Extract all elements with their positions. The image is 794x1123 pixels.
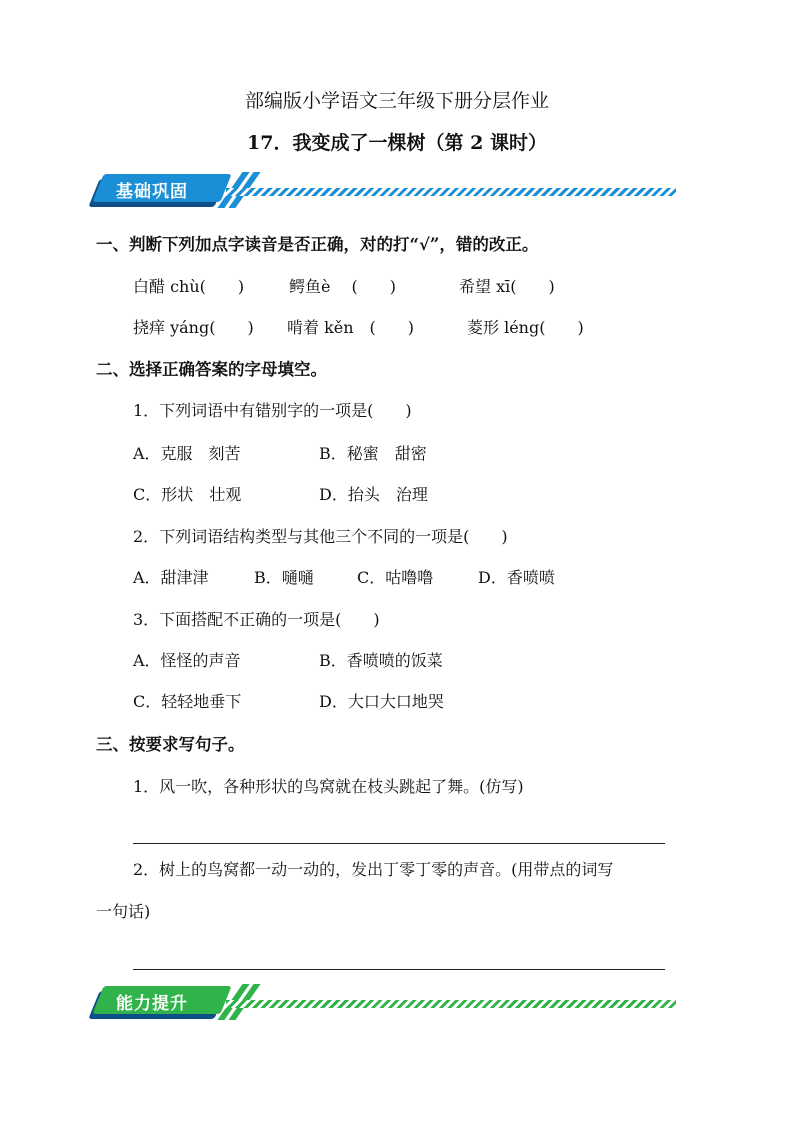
q2-option: B．香喷喷的饭菜 (319, 651, 443, 670)
q1-item: 挠痒 yáng( ) (133, 318, 254, 337)
q3-item: 1．风一吹，各种形状的鸟窝就在枝头跳起了舞。(仿写) (133, 777, 524, 796)
banner-stripe (226, 1000, 676, 1008)
q3-item: 2．树上的鸟窝都一动一动的，发出丁零丁零的声音。(用带点的词写 (133, 860, 614, 879)
q2-option: C．形状 壮观 (133, 485, 242, 504)
section-banner-advanced (94, 982, 680, 1022)
q2-option: A．怪怪的声音 (133, 651, 241, 670)
q2-option: D．大口大口地哭 (319, 692, 444, 711)
q1-item: 希望 xī( ) (459, 277, 555, 296)
q2-heading: 二、选择正确答案的字母填空。 (96, 360, 327, 379)
q2-option: A．克服 刻苦 (133, 444, 241, 463)
q2-option: D．抬头 治理 (319, 485, 428, 504)
q2-stem: 2．下列词语结构类型与其他三个不同的一项是( ) (133, 527, 508, 546)
series-title: 部编版小学语文三年级下册分层作业 (244, 90, 549, 112)
section-banner-basic (94, 170, 680, 210)
q2-stem: 1．下列词语中有错别字的一项是( ) (133, 401, 412, 420)
answer-line[interactable] (133, 829, 665, 848)
q2-option: D．香喷喷 (478, 568, 555, 587)
q2-option: B．嗵嗵 (254, 568, 314, 587)
section-label-advanced: 能力提升 (116, 994, 188, 1014)
q1-item: 菱形 léng( ) (467, 318, 584, 337)
banner-stripe (226, 188, 676, 196)
q1-item: 啃着 kěn ( ) (287, 318, 415, 337)
q1-item: 鳄鱼è ( ) (289, 277, 397, 296)
q2-stem: 3．下面搭配不正确的一项是( ) (133, 610, 380, 629)
q3-item-cont: 一句话) (96, 902, 151, 921)
answer-line[interactable] (133, 955, 665, 974)
q2-option: C．咕噜噜 (357, 568, 434, 587)
section-label-basic: 基础巩固 (116, 182, 188, 202)
q2-option: B．秘蜜 甜密 (319, 444, 427, 463)
lesson-title: 17．我变成了一棵树（第 2 课时） (247, 132, 547, 154)
q2-option: C．轻轻地垂下 (133, 692, 242, 711)
q1-item: 白醋 chù( ) (133, 277, 245, 296)
q3-heading: 三、按要求写句子。 (96, 735, 245, 754)
q1-heading: 一、判断下列加点字读音是否正确，对的打“√”，错的改正。 (96, 235, 539, 254)
q2-option: A．甜津津 (133, 568, 209, 587)
